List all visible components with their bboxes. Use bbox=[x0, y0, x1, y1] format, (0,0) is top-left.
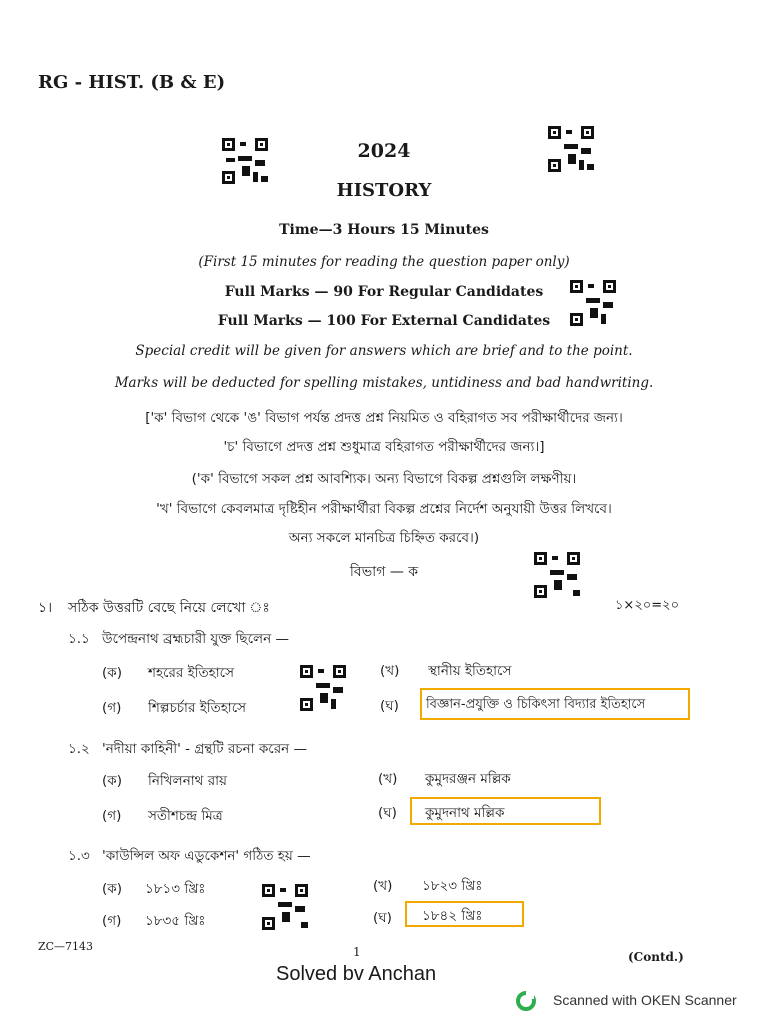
solved-by-text: Solved bv Anchan bbox=[276, 963, 437, 985]
option-label: (ঘ) bbox=[378, 805, 397, 821]
paper-code: RG - HIST. (B & E) bbox=[38, 72, 226, 93]
option-text: ১৮৩৫ খ্রিঃ bbox=[145, 913, 206, 929]
footer-code: ZC—7143 bbox=[38, 940, 94, 953]
question-text: সঠিক উত্তরটি বেছে নিয়ে লেখো ঃ bbox=[68, 600, 270, 616]
option-text: ১৮৪২ খ্রিঃ bbox=[422, 908, 483, 924]
option-text: শহরের ইতিহাসে bbox=[148, 665, 235, 681]
special-credit-note: Special credit will be given for answers which are brief and to the point. bbox=[135, 343, 633, 359]
exam-subject: HISTORY bbox=[336, 180, 432, 201]
full-marks-external: Full Marks — 100 For External Candidates bbox=[217, 313, 551, 329]
deduction-note: Marks will be deducted for spelling mistakes, untidiness and bad handwriting. bbox=[114, 375, 654, 391]
option-label: (গ) bbox=[102, 913, 122, 929]
sub-question-number: ১.৩ bbox=[68, 848, 90, 864]
option-text: নিখিলনাথ রায় bbox=[148, 773, 228, 789]
contd-note: (Contd.) bbox=[628, 950, 684, 964]
page-number: 1 bbox=[353, 945, 361, 959]
scanner-logo-icon bbox=[516, 991, 536, 1011]
sub-question-number: ১.১ bbox=[68, 631, 90, 647]
sub-question-text: 'নদীয়া কাহিনী' - গ্রন্থটি রচনা করেন — bbox=[102, 741, 307, 757]
sub-question-text: উপেন্দ্রনাথ ব্রহ্মচারী যুক্ত ছিলেন — bbox=[102, 631, 289, 647]
instruction-line: 'খ' বিভাগে কেবলমাত্র দৃষ্টিহীন পরীক্ষার্থীরা বিকল্প প্রশ্নের নির্দেশ অনুযায়ী উত্তর লিখবে। bbox=[156, 501, 612, 517]
question-number: ১। bbox=[38, 600, 53, 616]
option-label: (ঘ) bbox=[380, 698, 399, 714]
option-text: বিজ্ঞান-প্রযুক্তি ও চিকিৎসা বিদ্যার ইতিহাসে bbox=[426, 697, 646, 712]
scanner-watermark: Scanned with OKEN Scanner bbox=[553, 992, 737, 1008]
option-text: কুমুদরঞ্জন মল্লিক bbox=[425, 771, 511, 787]
option-text: কুমুদনাথ মল্লিক bbox=[425, 805, 505, 821]
option-text: ১৮২৩ খ্রিঃ bbox=[422, 878, 483, 894]
question-marks: ১×২০=২০ bbox=[615, 598, 680, 613]
option-text: শিল্পচর্চার ইতিহাসে bbox=[148, 700, 247, 716]
exam-time: Time—3 Hours 15 Minutes bbox=[279, 222, 489, 238]
instruction-line: ('ক' বিভাগে সকল প্রশ্ন আবশ্যিক। অন্য বিভাগে বিকল্প প্রশ্নগুলি লক্ষণীয়। bbox=[191, 471, 577, 487]
option-text: ১৮১৩ খ্রিঃ bbox=[145, 881, 206, 897]
full-marks-regular: Full Marks — 90 For Regular Candidates bbox=[224, 284, 544, 300]
instruction-line: ['ক' বিভাগ থেকে 'ঙ' বিভাগ পর্যন্ত প্রদত্ত প্রশ্ন নিয়মিত ও বহিরাগত সব পরীক্ষার্থীদের জন্য। bbox=[145, 410, 623, 426]
option-label: (গ) bbox=[102, 808, 122, 824]
sub-question-text: 'কাউন্সিল অফ এডুকেশন' গঠিত হয় — bbox=[102, 848, 311, 864]
option-label: (ক) bbox=[102, 665, 122, 681]
instruction-line: অন্য সকলে মানচিত্র চিহ্নিত করবে।) bbox=[288, 530, 480, 546]
sub-question-number: ১.২ bbox=[68, 741, 90, 757]
section-heading: বিভাগ — ক bbox=[349, 564, 419, 580]
option-label: (খ) bbox=[373, 878, 393, 894]
option-label: (ক) bbox=[102, 881, 122, 897]
option-label: (খ) bbox=[378, 771, 398, 787]
exam-year: 2024 bbox=[357, 140, 411, 162]
instruction-line: 'চ' বিভাগে প্রদত্ত প্রশ্ন শুধুমাত্র বহিরাগত পরীক্ষার্থীদের জন্য।] bbox=[223, 439, 545, 455]
option-label: (ক) bbox=[102, 773, 122, 789]
option-text: স্থানীয় ইতিহাসে bbox=[428, 663, 512, 679]
qr-code-icon bbox=[262, 884, 308, 930]
option-label: (খ) bbox=[380, 663, 400, 679]
option-text: সতীশচন্দ্র মিত্র bbox=[148, 808, 223, 824]
option-label: (গ) bbox=[102, 700, 122, 716]
reading-note: (First 15 minutes for reading the question paper only) bbox=[198, 254, 570, 270]
option-label: (ঘ) bbox=[373, 910, 392, 926]
qr-code-icon bbox=[300, 665, 346, 711]
